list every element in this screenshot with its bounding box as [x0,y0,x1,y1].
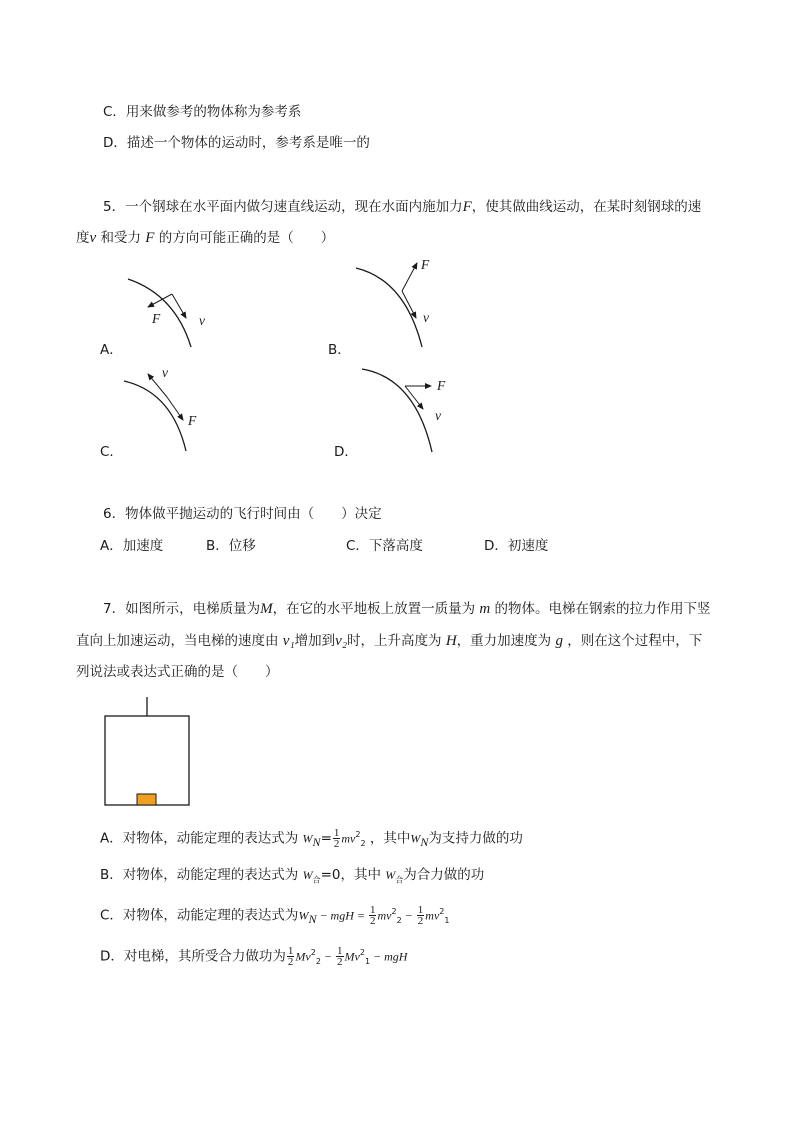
q5-c-velocity-label: v [162,365,168,380]
q4-option-c: C．用来做参考的物体称为参考系 [103,104,302,120]
q7-option-d: D．对电梯，其所受合力做功为 $\frac{1}{2}$ $Mv^2_2$ − $\frac{1}{2}$ $Mv^2_1$ − mgH [100,945,408,968]
q6-option-b: B．位移 [206,538,256,554]
q5-diagram-d [362,369,432,452]
q4-option-d: D．描述一个物体的运动时，参考系是唯一的 [103,135,370,151]
q5-b-velocity-label: v [423,310,429,325]
q6-option-c: C．下落高度 [346,538,423,554]
q5-option-d: D． [334,444,358,460]
q7-stem-line2: 直向上加速运动，当电梯的速度由 v₁增加到v₂时，上升高度为 H，重力加速度为 g ，则在这个过程中，下 [76,633,703,649]
q5-option-b: B． [328,342,351,358]
q7-stem-line3: 列说法或表达式正确的是（ ） [76,664,279,680]
q5-a-force-label: F [152,311,161,326]
q5-a-velocity-label: v [199,313,205,328]
elevator-car [105,716,189,805]
q5-c-force-label: F [188,413,197,428]
q5-option-c: C． [100,444,123,460]
q5-stem-line1: 5．一个钢球在水平面内做匀速直线运动，现在水面内施加力F，使其做曲线运动，在某时刻钢球的速 [103,199,702,215]
q5-d-force-label: F [437,378,446,393]
q6-stem: 6．物体做平抛运动的飞行时间由（ ）决定 [103,506,382,522]
q6-option-a: A．加速度 [100,538,164,554]
q5-option-a: A． [100,342,123,358]
q5-d-velocity-label: v [435,408,441,423]
object-block [137,794,156,805]
q7-option-a: A．对物体，动能定理的表达式为 $W_N=$ $\frac{1}{2}$ $mv^2_2$ ，其中$W_N$为支持力做的功 [100,827,523,850]
q7-option-c: C．对物体，动能定理的表达式为$W_N$ − mgH = $\frac{1}{2}$ $mv^2_2$ − $\frac{1}{2}$ $mv^2_1$ [100,904,450,927]
q5-diagram-b [356,263,422,347]
q5-diagram-c [124,374,186,451]
q5-stem-line2: 度v 和受力 F 的方向可能正确的是（ ） [76,230,335,246]
q7-stem-line1: 7．如图所示，电梯质量为M，在它的水平地板上放置一质量为 m 的物体。电梯在钢索的拉力作用下竖 [103,601,711,617]
q6-option-d: D．初速度 [484,538,549,554]
q7-elevator-diagram [105,697,189,805]
q7-option-b: B．对物体，动能定理的表达式为 $W_合=0$，其中 $W_合$为合力做的功 [100,867,485,885]
q5-b-force-label: F [421,257,430,272]
